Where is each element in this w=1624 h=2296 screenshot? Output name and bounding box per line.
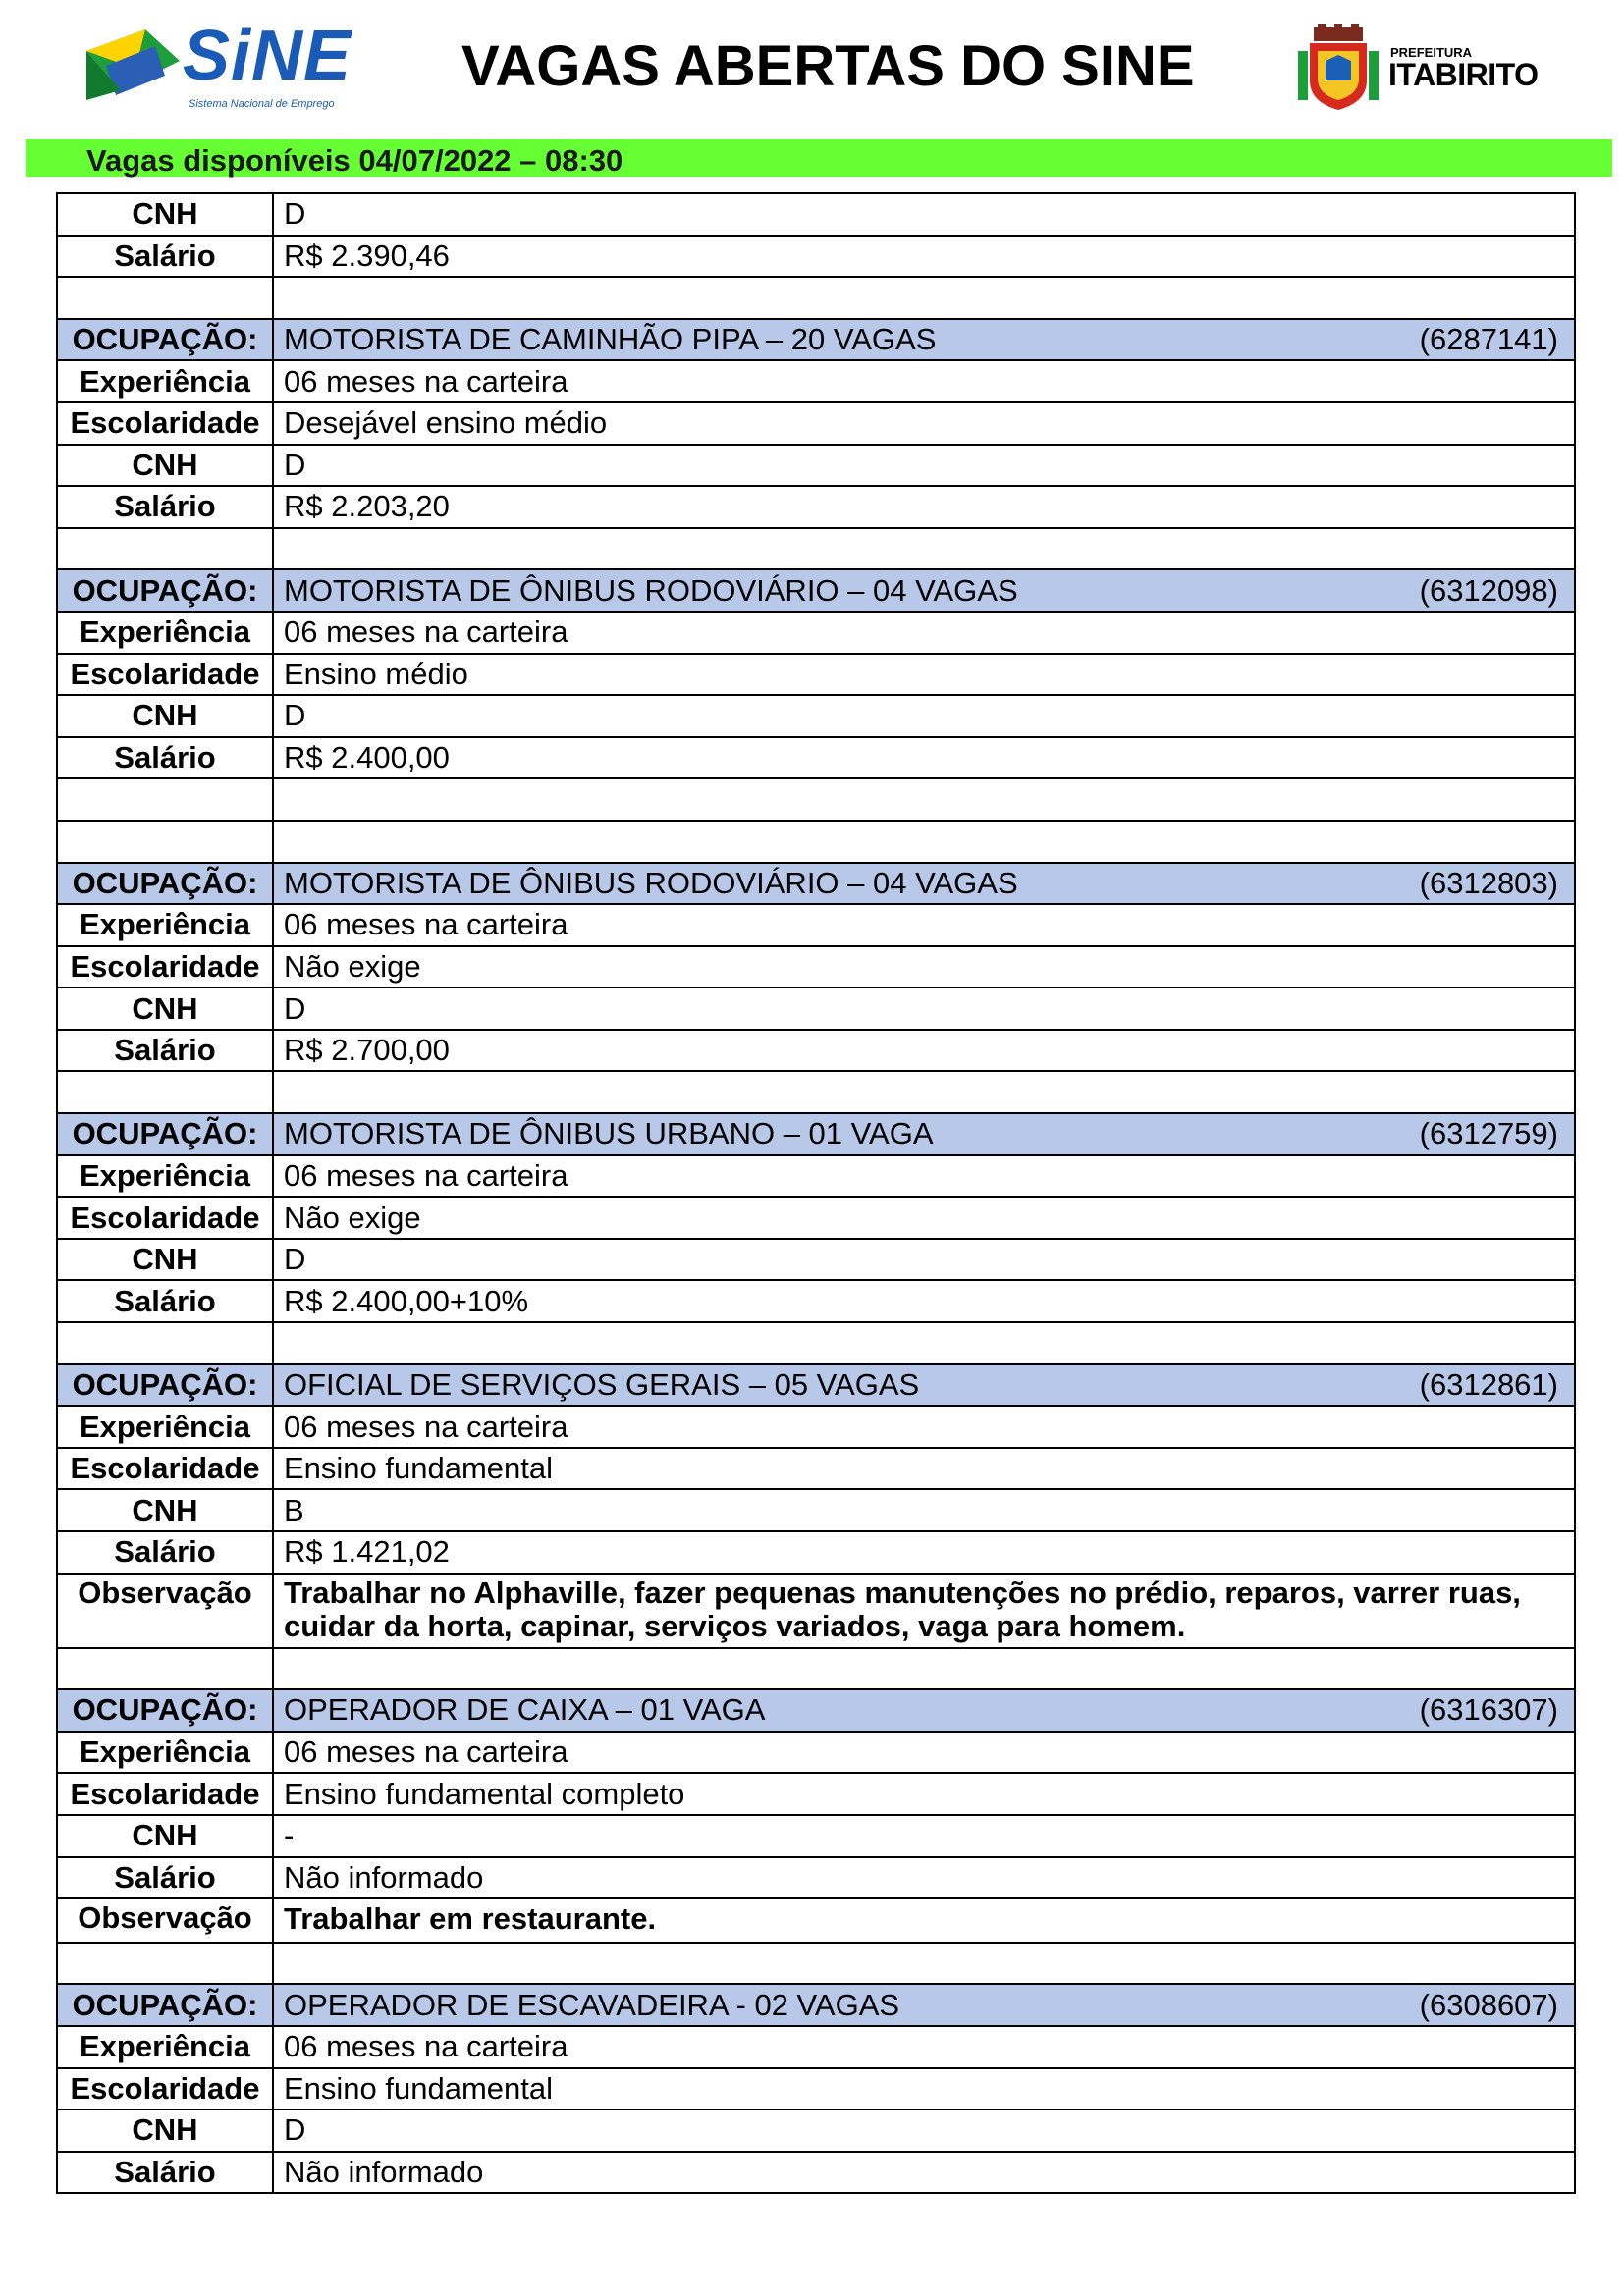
salary-row bbox=[57, 2152, 1575, 2194]
spacer-row bbox=[57, 528, 1575, 570]
experience-value: 06 meses na carteira bbox=[273, 1732, 1575, 1774]
license-value: B bbox=[273, 1489, 1575, 1531]
salary-value: Não informado bbox=[273, 2152, 1575, 2194]
spacer-cell bbox=[57, 1322, 273, 1364]
education-row bbox=[57, 654, 1575, 696]
brazil-flag-icon bbox=[86, 22, 185, 115]
occupation-row bbox=[57, 1364, 1575, 1407]
education-value: Ensino fundamental completo bbox=[273, 1773, 1575, 1815]
salary-label: Salário bbox=[57, 2152, 273, 2194]
experience-label: Experiência bbox=[57, 612, 273, 654]
spacer-row bbox=[57, 1322, 1575, 1364]
note-label: Observação bbox=[57, 1574, 273, 1648]
education-label: Escolaridade bbox=[57, 1448, 273, 1490]
occupation-label: OCUPAÇÃO: bbox=[57, 1984, 273, 2026]
spacer-cell bbox=[273, 277, 1575, 319]
spacer-cell bbox=[273, 821, 1575, 863]
experience-label: Experiência bbox=[57, 1155, 273, 1198]
salary-label: Salário bbox=[57, 1531, 273, 1574]
salary-label: Salário bbox=[57, 737, 273, 779]
license-value: D bbox=[273, 2109, 1575, 2152]
occupation-label: OCUPAÇÃO: bbox=[57, 863, 273, 905]
education-value: Desejável ensino médio bbox=[273, 402, 1575, 445]
salary-row bbox=[57, 737, 1575, 779]
occupation-row bbox=[57, 1984, 1575, 2026]
occupation-cell bbox=[284, 323, 1564, 356]
occupation-label: OCUPAÇÃO: bbox=[57, 1113, 273, 1155]
experience-value: 06 meses na carteira bbox=[273, 1406, 1575, 1448]
experience-row bbox=[57, 360, 1575, 402]
page-header bbox=[0, 0, 1624, 137]
license-value: D bbox=[273, 445, 1575, 487]
license-row bbox=[57, 445, 1575, 487]
salary-label: Salário bbox=[57, 1857, 273, 1899]
license-row bbox=[57, 695, 1575, 737]
spacer-row bbox=[57, 778, 1575, 821]
occupation-label: OCUPAÇÃO: bbox=[57, 1364, 273, 1407]
note-value: Trabalhar em restaurante. bbox=[273, 1898, 1575, 1943]
sine-logo bbox=[86, 17, 361, 115]
occupation-cell bbox=[284, 1693, 1564, 1727]
experience-row bbox=[57, 904, 1575, 946]
city-name: ITABIRITO bbox=[1388, 57, 1539, 92]
license-label: CNH bbox=[57, 1239, 273, 1281]
experience-value: 06 meses na carteira bbox=[273, 1155, 1575, 1198]
occupation-title: MOTORISTA DE ÔNIBUS RODOVIÁRIO – 04 VAGAS bbox=[284, 865, 1018, 900]
occupation-title: MOTORISTA DE ÔNIBUS RODOVIÁRIO – 04 VAGAS bbox=[284, 572, 1018, 608]
occupation-label: OCUPAÇÃO: bbox=[57, 569, 273, 612]
education-label: Escolaridade bbox=[57, 1197, 273, 1239]
experience-row bbox=[57, 612, 1575, 654]
license-label: CNH bbox=[57, 695, 273, 737]
city-crest-icon bbox=[1296, 22, 1384, 115]
license-label: CNH bbox=[57, 193, 273, 236]
salary-label: Salário bbox=[57, 236, 273, 278]
occupation-row bbox=[57, 863, 1575, 905]
experience-row bbox=[57, 1732, 1575, 1774]
spacer-cell bbox=[273, 1648, 1575, 1690]
spacer-row bbox=[57, 277, 1575, 319]
salary-value: R$ 2.390,46 bbox=[273, 236, 1575, 278]
experience-value: 06 meses na carteira bbox=[273, 360, 1575, 402]
education-value: Não exige bbox=[273, 1197, 1575, 1239]
spacer-cell bbox=[273, 1071, 1575, 1113]
experience-row bbox=[57, 1406, 1575, 1448]
experience-label: Experiência bbox=[57, 1406, 273, 1448]
education-label: Escolaridade bbox=[57, 1773, 273, 1815]
license-label: CNH bbox=[57, 1489, 273, 1531]
spacer-cell bbox=[57, 1648, 273, 1690]
education-label: Escolaridade bbox=[57, 402, 273, 445]
education-value: Ensino fundamental bbox=[273, 2068, 1575, 2110]
salary-value: R$ 2.400,00 bbox=[273, 737, 1575, 779]
experience-row bbox=[57, 1155, 1575, 1198]
availability-banner bbox=[26, 139, 1612, 177]
spacer-cell bbox=[57, 277, 273, 319]
occupation-code: (6312759) bbox=[1419, 1116, 1558, 1151]
note-row bbox=[57, 1898, 1575, 1943]
spacer-cell bbox=[57, 1943, 273, 1985]
occupation-cell bbox=[284, 574, 1564, 608]
experience-value: 06 meses na carteira bbox=[273, 612, 1575, 654]
occupation-code: (6316307) bbox=[1419, 1692, 1558, 1728]
license-label: CNH bbox=[57, 445, 273, 487]
education-value: Ensino médio bbox=[273, 654, 1575, 696]
occupation-title: MOTORISTA DE CAMINHÃO PIPA – 20 VAGAS bbox=[284, 322, 937, 357]
experience-row bbox=[57, 2026, 1575, 2068]
license-value: D bbox=[273, 1239, 1575, 1281]
occupation-cell bbox=[284, 1989, 1564, 2022]
education-row bbox=[57, 1773, 1575, 1815]
spacer-cell bbox=[57, 528, 273, 570]
occupation-label: OCUPAÇÃO: bbox=[57, 1689, 273, 1732]
license-row bbox=[57, 1489, 1575, 1531]
occupation-cell bbox=[284, 867, 1564, 900]
salary-row bbox=[57, 1531, 1575, 1574]
education-label: Escolaridade bbox=[57, 946, 273, 988]
license-value: D bbox=[273, 193, 1575, 236]
license-row bbox=[57, 193, 1575, 236]
experience-label: Experiência bbox=[57, 1732, 273, 1774]
occupation-label: OCUPAÇÃO: bbox=[57, 319, 273, 361]
prefeitura-itabirito-logo bbox=[1296, 22, 1542, 115]
education-row bbox=[57, 402, 1575, 445]
experience-value: 06 meses na carteira bbox=[273, 2026, 1575, 2068]
salary-value: R$ 1.421,02 bbox=[273, 1531, 1575, 1574]
education-value: Não exige bbox=[273, 946, 1575, 988]
license-value: D bbox=[273, 988, 1575, 1030]
spacer-cell bbox=[273, 778, 1575, 821]
education-row bbox=[57, 1448, 1575, 1490]
sine-logo-subtitle: Sistema Nacional de Emprego bbox=[189, 98, 335, 110]
experience-label: Experiência bbox=[57, 360, 273, 402]
experience-label: Experiência bbox=[57, 2026, 273, 2068]
occupation-row bbox=[57, 569, 1575, 612]
salary-label: Salário bbox=[57, 486, 273, 528]
note-label: Observação bbox=[57, 1898, 273, 1943]
license-row bbox=[57, 1815, 1575, 1857]
education-row bbox=[57, 946, 1575, 988]
occupation-code: (6312803) bbox=[1419, 865, 1558, 900]
job-vacancies-table bbox=[56, 192, 1576, 2194]
occupation-code: (6308607) bbox=[1419, 1987, 1558, 2022]
occupation-code: (6287141) bbox=[1419, 322, 1558, 357]
occupation-row bbox=[57, 1689, 1575, 1732]
spacer-cell bbox=[273, 528, 1575, 570]
spacer-row bbox=[57, 1943, 1575, 1985]
occupation-row bbox=[57, 319, 1575, 361]
spacer-row bbox=[57, 821, 1575, 863]
occupation-cell bbox=[284, 1117, 1564, 1150]
license-label: CNH bbox=[57, 1815, 273, 1857]
spacer-row bbox=[57, 1071, 1575, 1113]
salary-row bbox=[57, 1857, 1575, 1899]
license-row bbox=[57, 1239, 1575, 1281]
occupation-row bbox=[57, 1113, 1575, 1155]
license-label: CNH bbox=[57, 2109, 273, 2152]
education-row bbox=[57, 1197, 1575, 1239]
prefeitura-label: PREFEITURA bbox=[1390, 45, 1473, 60]
salary-label: Salário bbox=[57, 1280, 273, 1322]
occupation-title: OPERADOR DE ESCAVADEIRA - 02 VAGAS bbox=[284, 1987, 900, 2022]
salary-value: R$ 2.203,20 bbox=[273, 486, 1575, 528]
spacer-cell bbox=[57, 821, 273, 863]
spacer-cell bbox=[273, 1943, 1575, 1985]
salary-value: Não informado bbox=[273, 1857, 1575, 1899]
license-value: - bbox=[273, 1815, 1575, 1857]
note-value: Trabalhar no Alphaville, fazer pequenas manutenções no prédio, reparos, varrer ruas, cuidar da horta, capinar, serviços variados, vaga para homem. bbox=[273, 1574, 1575, 1648]
salary-row bbox=[57, 236, 1575, 278]
license-value: D bbox=[273, 695, 1575, 737]
occupation-code: (6312861) bbox=[1419, 1366, 1558, 1402]
occupation-cell bbox=[284, 1368, 1564, 1402]
spacer-row bbox=[57, 1648, 1575, 1690]
salary-row bbox=[57, 1030, 1575, 1072]
experience-value: 06 meses na carteira bbox=[273, 904, 1575, 946]
education-value: Ensino fundamental bbox=[273, 1448, 1575, 1490]
license-row bbox=[57, 2109, 1575, 2152]
page-title: VAGAS ABERTAS DO SINE bbox=[461, 34, 1195, 98]
salary-value: R$ 2.700,00 bbox=[273, 1030, 1575, 1072]
experience-label: Experiência bbox=[57, 904, 273, 946]
spacer-cell bbox=[57, 1071, 273, 1113]
salary-value: R$ 2.400,00+10% bbox=[273, 1280, 1575, 1322]
education-row bbox=[57, 2068, 1575, 2110]
salary-label: Salário bbox=[57, 1030, 273, 1072]
spacer-cell bbox=[273, 1322, 1575, 1364]
salary-row bbox=[57, 486, 1575, 528]
occupation-title: OFICIAL DE SERVIÇOS GERAIS – 05 VAGAS bbox=[284, 1366, 920, 1402]
license-label: CNH bbox=[57, 988, 273, 1030]
availability-date: Vagas disponíveis 04/07/2022 – 08:30 bbox=[86, 143, 623, 178]
salary-row bbox=[57, 1280, 1575, 1322]
license-row bbox=[57, 988, 1575, 1030]
occupation-title: MOTORISTA DE ÔNIBUS URBANO – 01 VAGA bbox=[284, 1116, 934, 1151]
note-row bbox=[57, 1574, 1575, 1648]
education-label: Escolaridade bbox=[57, 654, 273, 696]
occupation-code: (6312098) bbox=[1419, 572, 1558, 608]
education-label: Escolaridade bbox=[57, 2068, 273, 2110]
occupation-title: OPERADOR DE CAIXA – 01 VAGA bbox=[284, 1692, 766, 1728]
sine-logo-text: SiNE bbox=[183, 17, 352, 95]
spacer-cell bbox=[57, 778, 273, 821]
